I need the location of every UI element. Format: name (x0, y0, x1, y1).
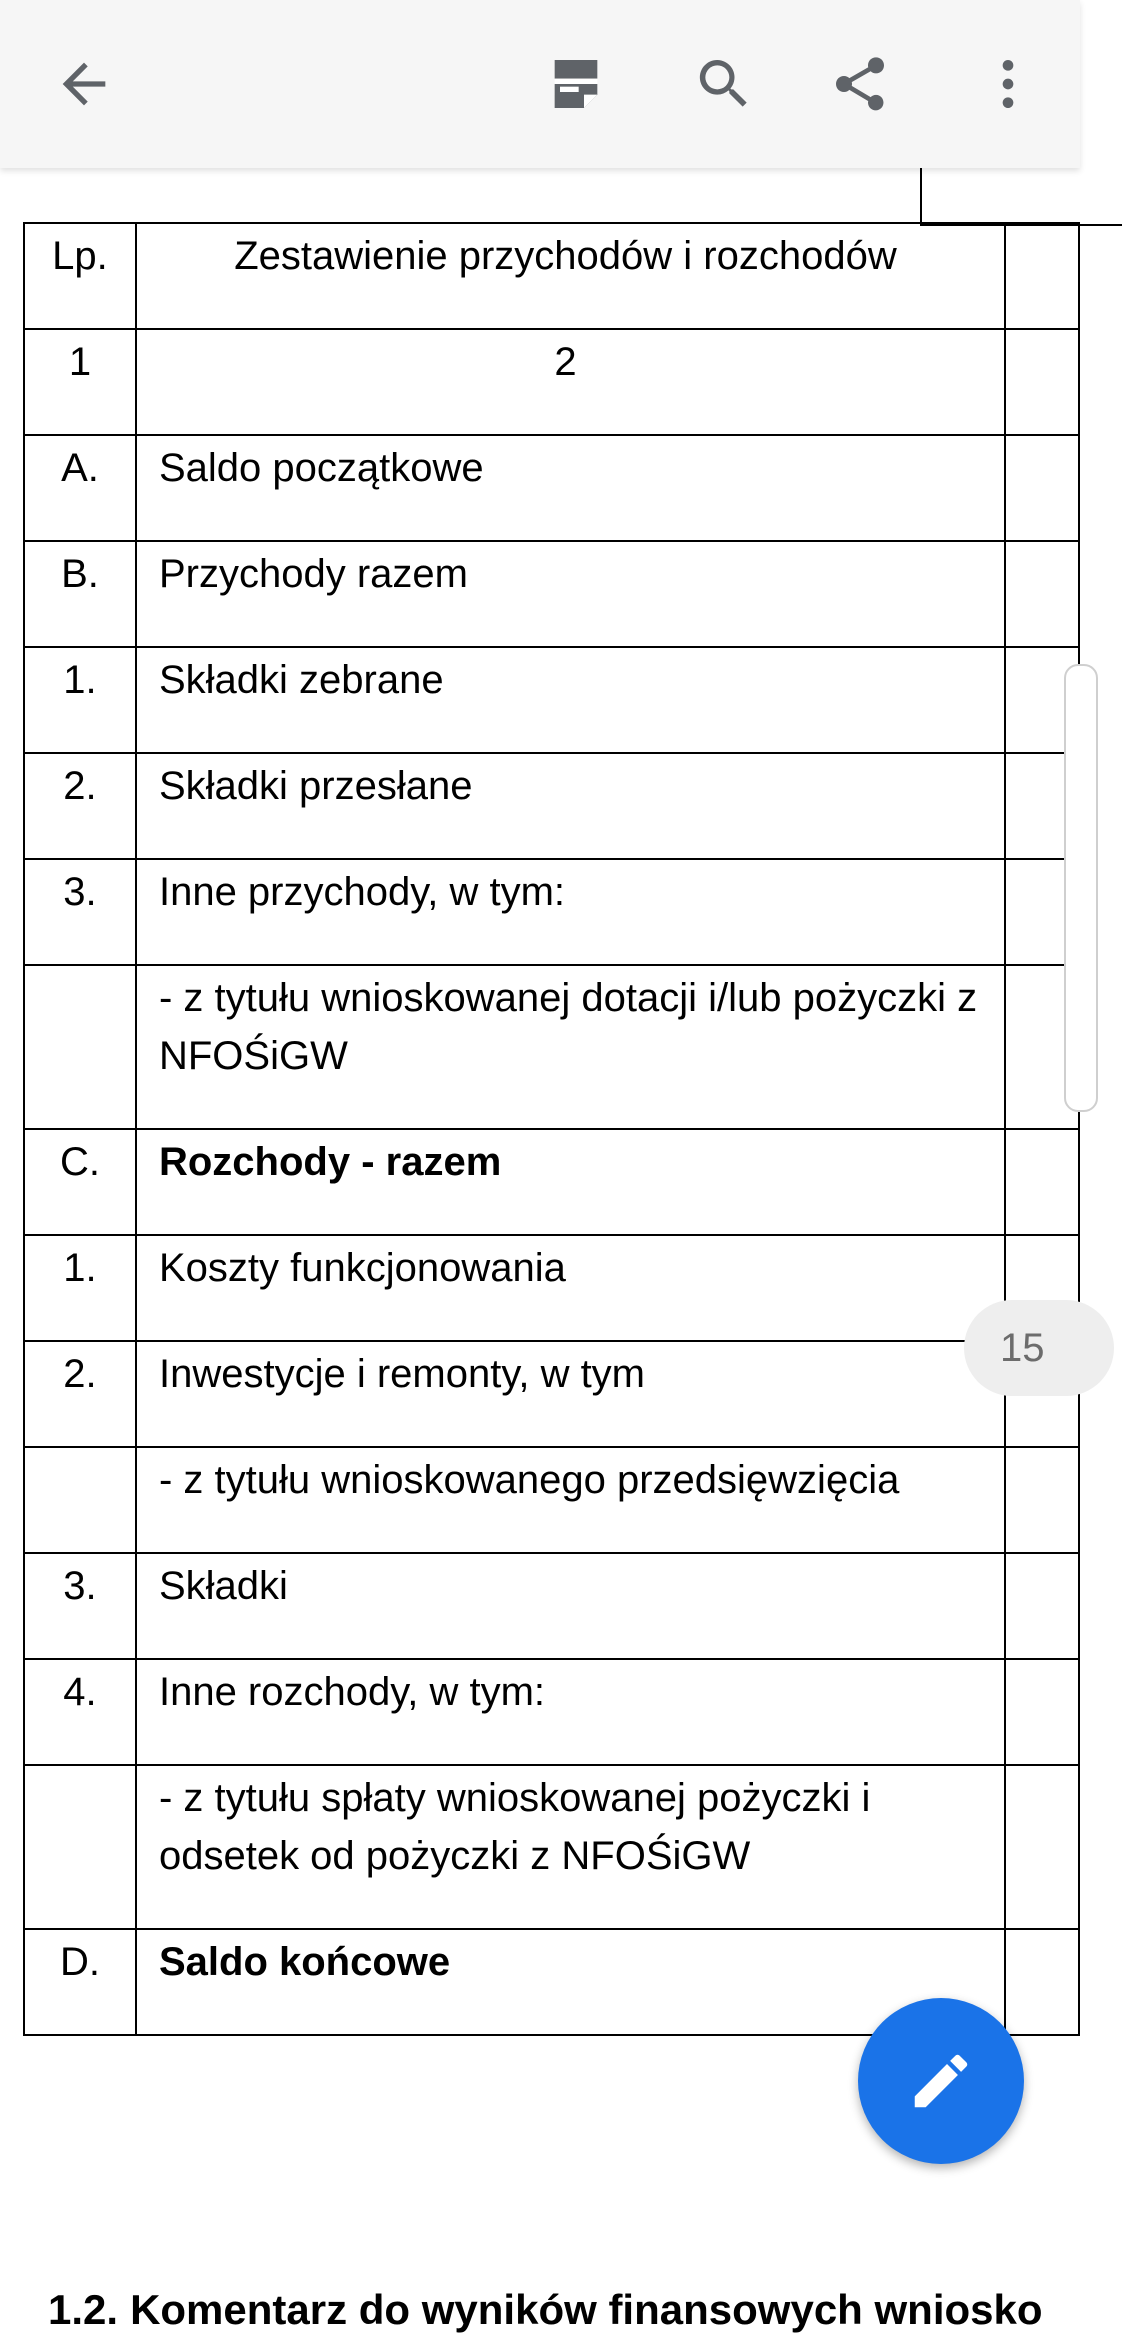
row-lp: 3. (24, 1553, 136, 1659)
row-desc: Saldo końcowe (136, 1929, 1005, 2035)
row-desc: Rozchody - razem (136, 1129, 1005, 1235)
row-desc: Koszty funkcjonowania (136, 1235, 1005, 1341)
reading-mode-icon[interactable] (536, 44, 616, 124)
row-lp: A. (24, 435, 136, 541)
row-desc: Inne rozchody, w tym: (136, 1659, 1005, 1765)
table-row (24, 753, 1079, 859)
arrow-left-icon[interactable] (44, 44, 124, 124)
page-number-badge (964, 1300, 1114, 1396)
edit-pencil-icon (906, 2046, 976, 2116)
page-border-fragment (920, 168, 1122, 226)
table-row (24, 965, 1079, 1129)
row-desc: Składki (136, 1553, 1005, 1659)
row-lp: 3. (24, 859, 136, 965)
document-page[interactable] (0, 168, 1080, 2333)
share-icon[interactable] (820, 44, 900, 124)
edit-button[interactable] (858, 1998, 1024, 2164)
row-desc: Składki przesłane (136, 753, 1005, 859)
search-icon[interactable] (684, 44, 764, 124)
row-desc: Inne przychody, w tym: (136, 859, 1005, 965)
row-desc: - z tytułu spłaty wnioskowanej pożyczki i odsetek od pożyczki z NFOŚiGW (136, 1765, 1005, 1929)
row-lp: 2. (24, 753, 136, 859)
table-extra-column (1005, 1129, 1079, 1235)
table-row (24, 1447, 1079, 1553)
table-row (24, 435, 1079, 541)
table-row (24, 1129, 1079, 1235)
table-row (24, 541, 1079, 647)
table-header-row (24, 223, 1079, 329)
more-vertical-icon[interactable] (968, 44, 1048, 124)
section-title: Komentarz do wyników finansowych wniosko (130, 2286, 1043, 2333)
table-extra-column (1005, 1765, 1079, 1929)
row-lp: 1. (24, 647, 136, 753)
table-row (24, 1765, 1079, 1929)
table-row (24, 1341, 1079, 1447)
table-numbering-row (24, 329, 1079, 435)
numbering-lp: 1 (24, 329, 136, 435)
row-lp (24, 1765, 136, 1929)
table-extra-column (1005, 1659, 1079, 1765)
row-desc: Saldo początkowe (136, 435, 1005, 541)
numbering-desc: 2 (136, 329, 1005, 435)
row-desc: Inwestycje i remonty, w tym (136, 1341, 1005, 1447)
table-row (24, 859, 1079, 965)
row-desc: - z tytułu wnioskowanej dotacji i/lub pożyczki z NFOŚiGW (136, 965, 1005, 1129)
section-heading (48, 2286, 1043, 2334)
table-extra-column (1005, 1553, 1079, 1659)
table-row (24, 1235, 1079, 1341)
row-desc: Przychody razem (136, 541, 1005, 647)
scroll-handle[interactable] (1064, 664, 1098, 1112)
section-number: 1.2. (48, 2286, 119, 2333)
row-desc: - z tytułu wnioskowanego przedsięwzięcia (136, 1447, 1005, 1553)
table-row (24, 1659, 1079, 1765)
header-description: Zestawienie przychodów i rozchodów (136, 223, 1005, 329)
table-row (24, 647, 1079, 753)
row-lp (24, 965, 136, 1129)
row-lp: 1. (24, 1235, 136, 1341)
page-number: 15 (1000, 1325, 1045, 1370)
top-app-bar (0, 0, 1080, 168)
row-desc: Składki zebrane (136, 647, 1005, 753)
row-lp (24, 1447, 136, 1553)
table-extra-column (1005, 329, 1079, 435)
table-extra-column (1005, 435, 1079, 541)
row-lp: D. (24, 1929, 136, 2035)
header-lp: Lp. (24, 223, 136, 329)
table-row (24, 1553, 1079, 1659)
row-lp: B. (24, 541, 136, 647)
table-extra-column (1005, 1447, 1079, 1553)
table-extra-column (1005, 223, 1079, 329)
row-lp: C. (24, 1129, 136, 1235)
financial-summary-table (23, 222, 1080, 2036)
row-lp: 2. (24, 1341, 136, 1447)
row-lp: 4. (24, 1659, 136, 1765)
table-extra-column (1005, 1929, 1079, 2035)
table-extra-column (1005, 541, 1079, 647)
